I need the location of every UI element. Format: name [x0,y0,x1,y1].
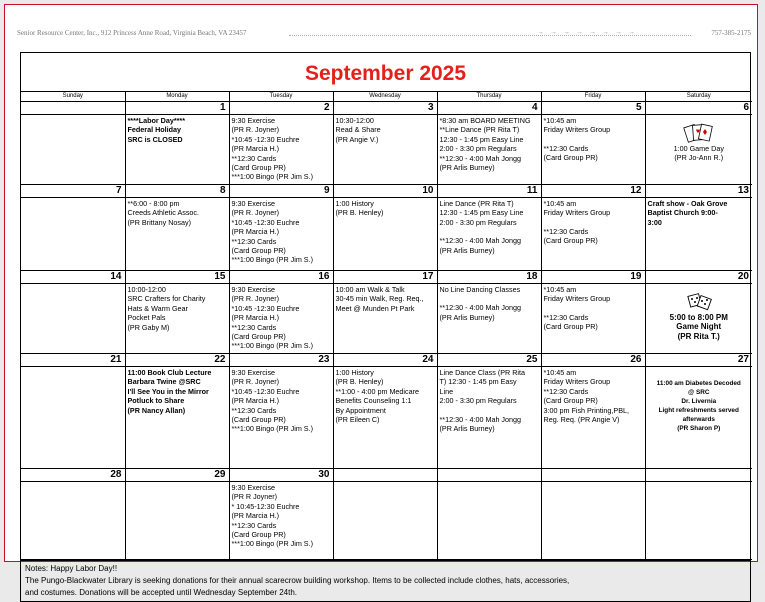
day-cell [229,198,333,271]
event-line: **12:30 - 4:00 Mah Jongg [439,303,522,313]
event-line: Line Dance (PR Rita T) [439,199,514,208]
date-number: 17 [333,271,437,284]
calendar-title: September 2025 [304,62,467,85]
event-line: Friday Writers Group [543,125,611,135]
event-line: (PR B. Henley) [335,377,384,387]
event-line: Benefits Counseling 1:1 [335,396,412,406]
date-number-row [21,185,752,198]
calendar-grid [21,92,752,560]
date-number: 7 [21,185,125,198]
day-cell [333,367,437,469]
event-line: 2:00 - 3:30 pm Regulars [439,144,517,154]
playing-cards-icon [648,122,751,144]
date-number-row [21,469,752,482]
event-line [544,304,643,313]
day-cell [333,115,437,185]
day-cell [333,482,437,560]
event-line: (PR Marcia H.) [231,144,280,154]
event-line: 12:30 - 1:45 pm Easy Line [439,134,524,144]
event-line: T) 12:30 - 1:45 pm Easy [439,377,517,387]
day-cell [437,284,541,354]
event-line: ***1:00 Bingo (PR Jim S.) [231,172,313,182]
event-line: 11:00 Book Club Lecture [127,368,212,377]
calendar-title-row [21,53,750,92]
day-cell [437,482,541,560]
event-line: **12:30 Cards [543,143,589,153]
event-line: Friday Writers Group [543,377,611,387]
event-line: 10:00 am Walk & Talk [335,285,405,294]
header-address: Senior Resource Center, Inc., 912 Princess Anne Road, Virginia Beach, VA 23457 [17,29,247,37]
date-number: 1 [125,102,229,115]
day-cell [437,115,541,185]
date-number [437,469,541,482]
event-line: Line [439,386,454,396]
day-cell [229,367,333,469]
day-cell [125,115,229,185]
event-line: ***1:00 Bingo (PR Jim S.) [231,341,313,351]
event-line: **6:00 - 8:00 pm [127,199,180,208]
event-line: (Card Group PR) [231,246,286,256]
event-line: 12:30 - 1:45 pm Easy Line [439,208,524,218]
date-number: 14 [21,271,125,284]
event-line: (Card Group PR) [231,163,286,173]
date-number [333,469,437,482]
event-line [544,218,643,227]
event-line: Barbara Twine @SRC [127,377,201,387]
event-line: SRC Crafters for Charity [127,294,206,304]
day-cell [645,482,752,560]
date-number: 4 [437,102,541,115]
event-line: **Line Dance (PR Rita T) [439,125,520,135]
day-cell [21,198,125,271]
event-line: 1:00 History [335,368,374,377]
day-cell [645,198,752,271]
notes-line: Notes: Happy Labor Day!! [25,564,118,573]
event-line: *10:45 am [543,116,577,125]
event-line: **12:30 Cards [231,405,277,415]
date-number: 9 [229,185,333,198]
date-number: 18 [437,271,541,284]
date-number: 21 [21,354,125,367]
day-cell [125,482,229,560]
event-line: *10:45 am [543,199,577,208]
notes-line: and costumes. Donations will be accepted until Wednesday September 24th. [25,588,298,597]
week-events-row [21,284,752,354]
week-events-row [21,367,752,469]
day-cell [333,284,437,354]
day-cell [437,367,541,469]
day-cell [21,115,125,185]
day-cell [645,284,752,354]
event-line: **12:30 Cards [231,322,277,332]
document-page [4,4,758,597]
event-line: (PR Arlis Burney) [439,424,495,434]
event-line: Reg. Req. (PR Angie V) [543,415,620,425]
event-line: 11:00 am Diabetes Decoded [656,380,741,387]
event-line: (PR Marcia H.) [231,313,280,323]
day-cell [333,198,437,271]
date-number: 28 [21,469,125,482]
event-line: **12:30 - 4:00 Mah Jongg [439,414,522,424]
event-line: 3:00 [647,217,662,227]
event-line: ***1:00 Bingo (PR Jim S.) [231,255,313,265]
event-line: *10:45 am [543,285,577,294]
event-line: (Card Group PR) [543,396,598,406]
date-number: 15 [125,271,229,284]
event-line: *10:45 -12:30 Euchre [231,386,300,396]
event-line: (PR Brittany Nosay) [127,217,192,227]
event-line: (Card Group PR) [231,332,286,342]
date-number: 11 [437,185,541,198]
event-line: **12:30 - 4:00 Mah Jongg [439,236,522,246]
day-cell [229,284,333,354]
event-line: (PR Marcia H.) [231,227,280,237]
date-number: 30 [229,469,333,482]
date-number: 6 [645,102,752,115]
event-line: Meet @ Munden Pt Park [335,303,415,313]
event-line: 9:30 Exercise [231,199,276,208]
event-line: *10:45 -12:30 Euchre [231,217,300,227]
date-number: 20 [645,271,752,284]
date-number: 16 [229,271,333,284]
event-line: By Appointment [335,405,386,415]
day-header: Thursday [437,92,541,102]
date-number: 22 [125,354,229,367]
event-line: (Card Group PR) [543,153,598,163]
notes-line: The Pungo-Blackwater Library is seeking donations for their annual scarecrow building workshop. Items to be collected include clothes, hats, accessories, [25,576,570,585]
event-line [440,294,539,303]
event-line: Line Dance Class (PR Rita [439,368,525,377]
event-line: 9:30 Exercise [231,285,276,294]
event-line: 10:00-12:00 [127,285,166,294]
day-cell [541,284,645,354]
calendar [20,52,751,602]
event-line: I'll See You in the Mirror [127,386,209,396]
event-line: *10:45 -12:30 Euchre [231,303,300,313]
event-line: (PR R. Joyner) [231,377,280,387]
event-line: 10:30-12:00 [335,116,374,125]
date-number: 12 [541,185,645,198]
week-events-row [21,482,752,560]
event-line: (Card Group PR) [543,236,598,246]
event-line: **12:30 Cards [231,236,277,246]
event-line: (PR R. Joyner) [231,294,280,304]
date-number: 23 [229,354,333,367]
date-number: 3 [333,102,437,115]
event-line: (Card Group PR) [543,322,598,332]
day-cell [125,198,229,271]
event-line: Dr. Livernia [681,398,717,405]
event-line: (PR Eileen C) [335,415,380,425]
event-line: **12:30 Cards [543,226,589,236]
event-line: (PR Jo-Ann R.) [674,153,724,163]
date-number-row [21,271,752,284]
event-line: **12:30 Cards [543,312,589,322]
event-line: 2:00 - 3:30 pm Regulars [439,396,517,406]
event-line: (PR Rita T.) [677,331,720,341]
event-line: Light refreshments served [658,407,739,414]
header-phone: 757-385-2175 [711,29,751,37]
week-events-row [21,198,752,271]
day-header-row [21,92,752,102]
calendar-weeks [21,102,752,560]
day-cell [541,482,645,560]
event-line: **12:30 - 4:00 Mah Jongg [439,153,522,163]
date-number: 29 [125,469,229,482]
day-cell [21,482,125,560]
event-line: *10:45 -12:30 Euchre [231,134,300,144]
date-number: 13 [645,185,752,198]
header-arrow-marks: →→→→→→→→ [537,29,641,36]
event-line: (PR Gaby M) [127,322,170,332]
date-number-row [21,102,752,115]
event-line: Baptist Church 9:00- [647,208,718,218]
event-line: (Card Group PR) [231,415,286,425]
week-events-row [21,115,752,185]
day-cell [541,367,645,469]
day-cell [541,115,645,185]
date-number: 24 [333,354,437,367]
day-header: Tuesday [229,92,333,102]
event-line: (PR R Joyner) [231,492,278,502]
event-line: **12:30 Cards [231,520,277,530]
date-number-row [21,354,752,367]
event-line: (PR Nancy Allan) [127,405,186,415]
event-line: Friday Writers Group [543,294,611,304]
event-line: Hats & Warm Gear [127,303,188,313]
date-number [645,469,752,482]
day-cell [21,284,125,354]
event-line: (PR Arlis Burney) [439,312,495,322]
event-line [544,135,643,144]
event-line: Read & Share [335,125,381,135]
event-line: (PR Arlis Burney) [439,245,495,255]
event-line: Potluck to Share [127,396,185,406]
event-line: 3:00 pm Fish Printing,PBL, [543,405,629,415]
event-line: ***1:00 Bingo (PR Jim S.) [231,424,313,434]
event-line [440,227,539,236]
date-number: 5 [541,102,645,115]
event-line: (PR R. Joyner) [231,125,280,135]
dice-icon [648,291,751,313]
event-line: (Card Group PR) [231,530,286,540]
event-line: 1:00 Game Day [673,144,724,153]
date-number: 26 [541,354,645,367]
event-line: (PR R. Joyner) [231,208,280,218]
event-line: 9:30 Exercise [231,368,276,377]
day-cell [645,367,752,469]
event-line: Federal Holiday [127,125,182,135]
event-line: Pocket Pals [127,313,166,323]
event-line: (PR B. Henley) [335,208,384,218]
event-line: Game Night [676,322,722,332]
event-line: ***1:00 Bingo (PR Jim S.) [231,539,313,549]
event-line: 9:30 Exercise [231,116,276,125]
event-line [440,406,539,415]
event-line: **1:00 - 4:00 pm Medicare [335,386,419,396]
event-line: Creeds Athletic Assoc. [127,208,200,218]
event-line: **12:30 Cards [231,153,277,163]
event-line: Friday Writers Group [543,208,611,218]
day-cell [645,115,752,185]
event-line: (PR Arlis Burney) [439,163,495,173]
event-line: (PR Sharon P) [677,425,721,432]
day-header: Friday [541,92,645,102]
event-line: **12:30 Cards [543,386,589,396]
day-cell [229,115,333,185]
event-line: * 10:45-12:30 Euchre [231,501,300,511]
page-header [17,29,751,43]
day-header: Monday [125,92,229,102]
event-line: SRC is CLOSED [127,134,183,144]
date-number: 10 [333,185,437,198]
event-line: *8:30 am BOARD MEETING [439,116,531,125]
day-cell [125,284,229,354]
date-number [21,102,125,115]
event-line: afterwards [682,416,715,423]
day-cell [229,482,333,560]
date-number: 2 [229,102,333,115]
date-number: 8 [125,185,229,198]
event-line: @ SRC [688,389,710,396]
event-line: 1:00 History [335,199,374,208]
event-line: Craft show - Oak Grove [647,199,728,208]
event-line: (PR Marcia H.) [231,396,280,406]
date-number: 25 [437,354,541,367]
notes-section [21,560,750,601]
day-cell [541,198,645,271]
date-number: 19 [541,271,645,284]
day-header: Saturday [645,92,752,102]
day-header: Sunday [21,92,125,102]
event-line: 2:00 - 3:30 pm Regulars [439,217,517,227]
event-line: (PR Marcia H.) [231,511,280,521]
event-line: 9:30 Exercise [231,483,276,492]
event-line: *10:45 am [543,368,577,377]
day-cell [125,367,229,469]
event-line: No Line Dancing Classes [439,285,521,294]
day-header: Wednesday [333,92,437,102]
date-number [541,469,645,482]
event-line: (PR Angie V.) [335,134,379,144]
date-number: 27 [645,354,752,367]
event-line: ****Labor Day**** [127,116,186,125]
event-line: 30-45 min Walk, Reg. Req., [335,294,424,304]
day-cell [21,367,125,469]
event-line: 5:00 to 8:00 PM [669,313,728,322]
day-cell [437,198,541,271]
